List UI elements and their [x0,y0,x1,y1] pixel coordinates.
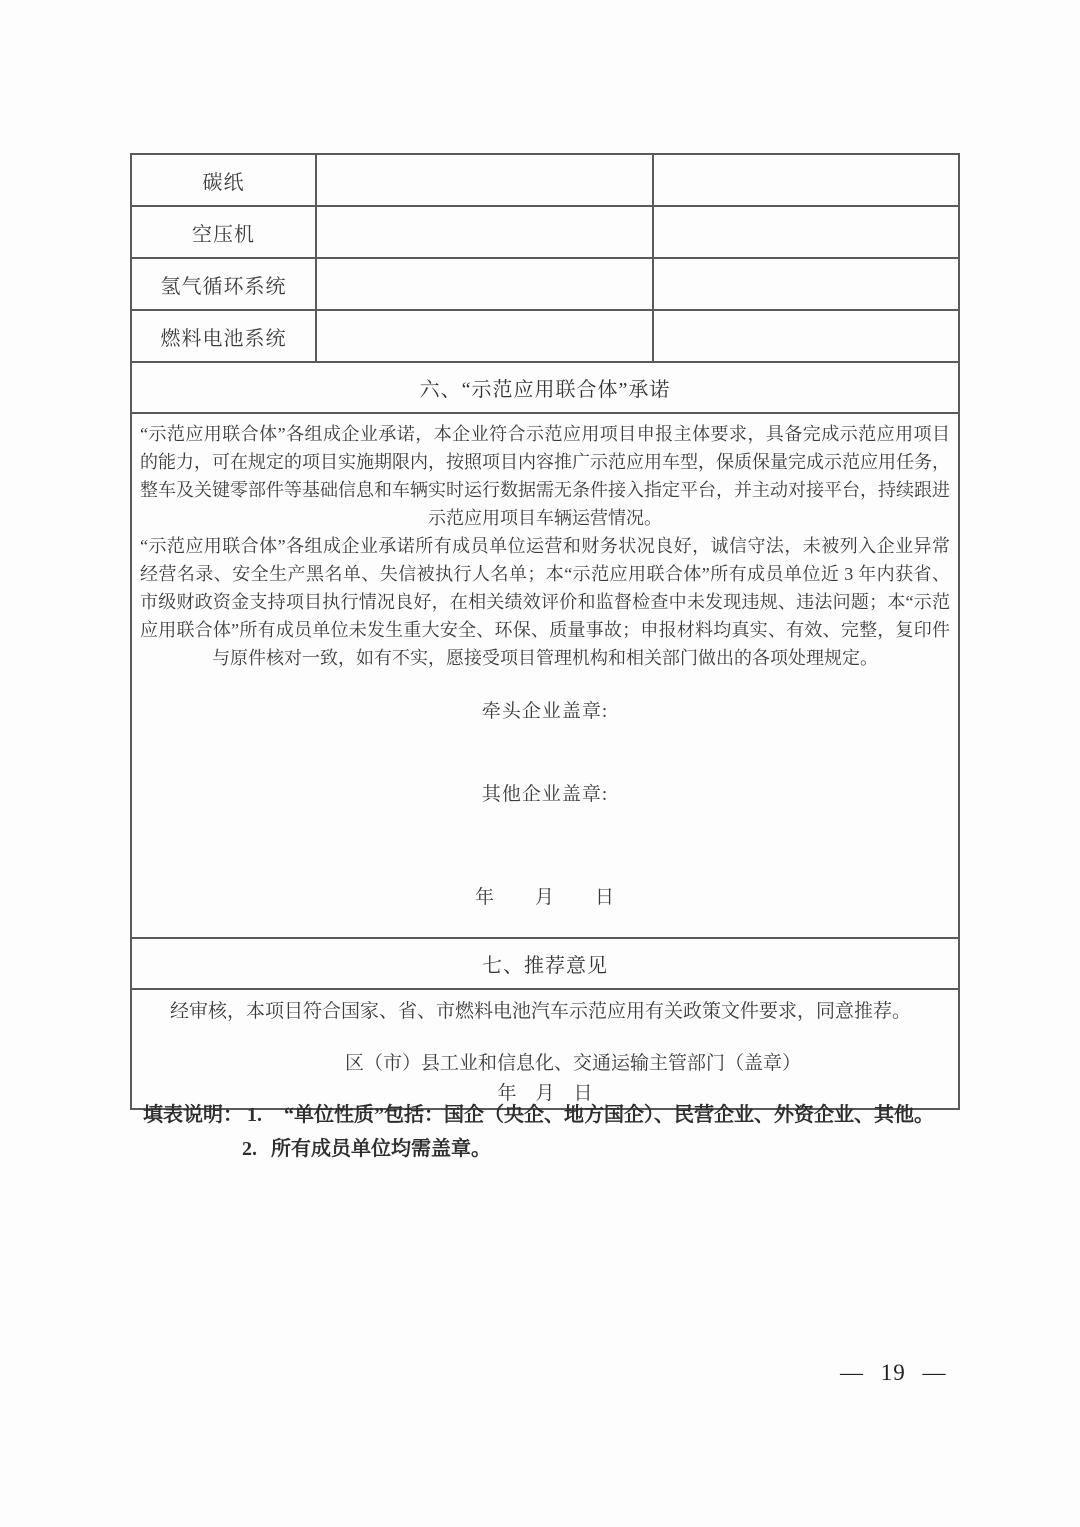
paragraph-line: 经营名录、安全生产黑名单、失信被执行人名单；本“示范应用联合体”所有成员单位近 3 年内获省、 [140,564,950,584]
lead-company-seal-label: 牵头企业盖章: [481,701,609,722]
application-form-table [130,153,960,1110]
paragraph-line: 的能力，可在规定的项目实施期限内，按照项目内容推广示范应用车型，保质保量完成示范应用任务， [140,452,950,472]
equipment-extra-cell [653,310,959,362]
equipment-value-cell [316,206,653,258]
department-seal-line: 区（市）县工业和信息化、交通运输主管部门（盖章） [344,1053,801,1074]
section6-title: 六、“示范应用联合体”承诺 [131,362,959,413]
table-row [131,154,959,206]
equipment-label-hydrogen-circulation: 氢气循环系统 [131,258,316,310]
equipment-label-carbon-paper: 碳纸 [131,154,316,206]
equipment-extra-cell [653,258,959,310]
paragraph-line: “示范应用联合体”各组成企业承诺，本企业符合示范应用项目申报主体要求，具备完成示范应用项目 [140,424,950,444]
equipment-label-fuel-cell-system: 燃料电池系统 [131,310,316,362]
paragraph-line: 应用联合体”所有成员单位未发生重大安全、环保、质量事故；申报材料均真实、有效、完整，复印件 [140,620,950,640]
paragraph-line: “示范应用联合体”各组成企业承诺所有成员单位运营和财务状况良好，诚信守法，未被列入企业异常 [140,536,950,556]
commitment-cell [131,413,959,938]
other-company-seal-label: 其他企业盖章: [481,784,609,805]
equipment-extra-cell [653,154,959,206]
paragraph-line: 示范应用项目车辆运营情况。 [428,508,662,528]
section7-body-row [131,989,959,1109]
commitment-paragraph-1 [140,420,950,532]
section7-title: 七、推荐意见 [131,938,959,989]
paragraph-line: 与原件核对一致，如有不实，愿接受项目管理机构和相关部门做出的各项处理规定。 [212,648,878,668]
table-row [131,310,959,362]
recommendation-date-line: 年 月 日 [497,1083,593,1104]
commitment-date-line: 年 月 日 [474,887,615,908]
paragraph-line: 整车及关键零部件等基础信息和车辆实时运行数据需无条件接入指定平台，并主动对接平台，持续跟进 [140,480,950,500]
equipment-value-cell [316,310,653,362]
note-number: 2. [242,1138,257,1160]
equipment-label-air-compressor: 空压机 [131,206,316,258]
form-filling-notes [143,1101,973,1164]
table-row [131,206,959,258]
note-number: 1. [247,1104,262,1126]
equipment-value-cell [316,154,653,206]
recommendation-cell [131,989,959,1109]
commitment-paragraph-2 [140,532,950,672]
note-line-1 [143,1101,973,1130]
paragraph-line: 市级财政资金支持项目执行情况良好，在相关绩效评价和监督检查中未发现违规、违法问题；本“示范 [140,592,950,612]
page-number: — 19 — [840,1360,947,1385]
section7-header-row [131,938,959,989]
table-row [131,258,959,310]
section6-header-row [131,362,959,413]
note-text: “单位性质”包括：国企（央企、地方国企）、民营企业、外资企业、其他。 [284,1104,934,1126]
equipment-value-cell [316,258,653,310]
recommendation-review-line: 经审核，本项目符合国家、省、市燃料电池汽车示范应用有关政策文件要求，同意推荐。 [170,1001,912,1022]
notes-prefix: 填表说明： [143,1104,243,1126]
note-text: 所有成员单位均需盖章。 [271,1138,491,1160]
equipment-extra-cell [653,206,959,258]
section6-body-row [131,413,959,938]
note-line-2 [242,1135,973,1164]
